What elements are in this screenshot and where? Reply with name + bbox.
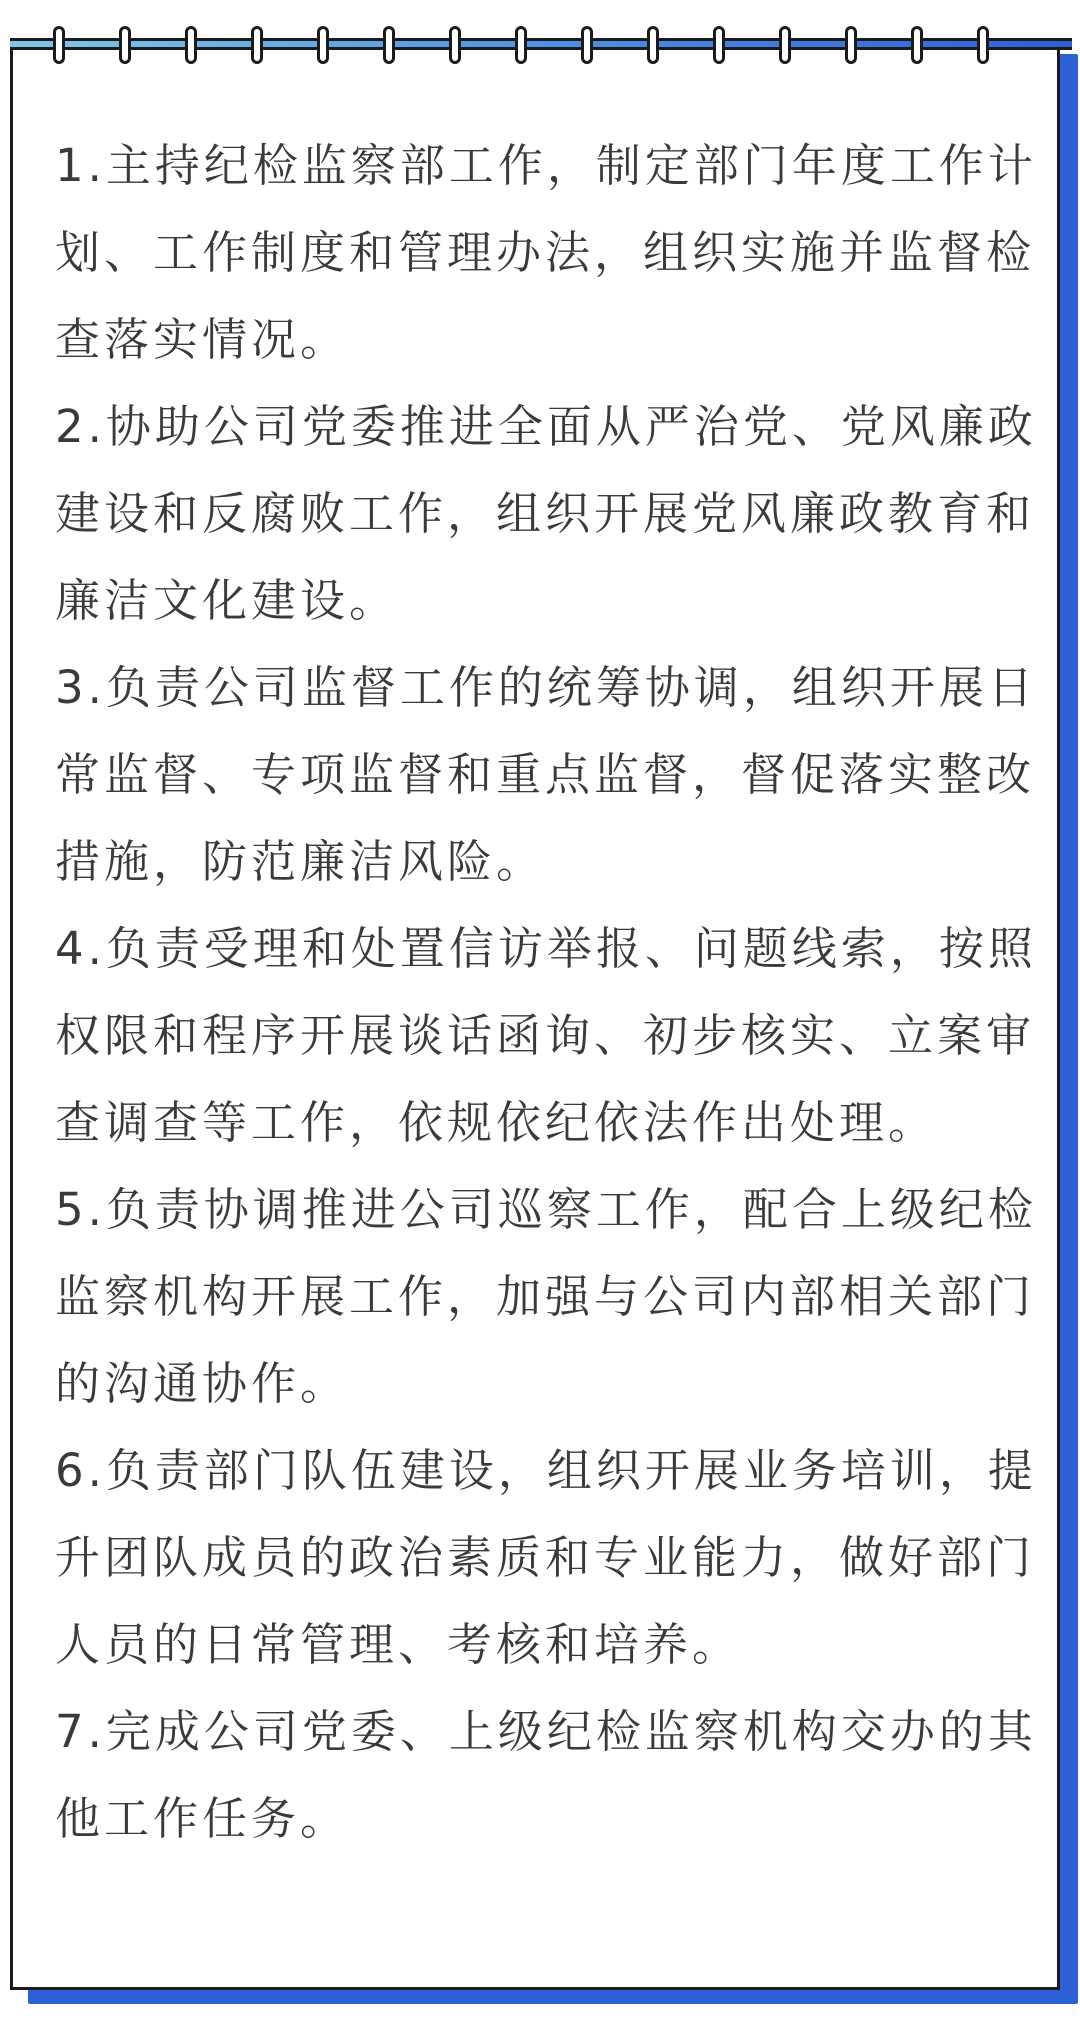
duty-item: 6.负责部门队伍建设，组织开展业务培训，提升团队成员的政治素质和专业能力，做好部门人员的日常管理、考核和培养。 — [55, 1444, 1037, 1671]
notebook-card — [10, 40, 1070, 2005]
duty-item: 1.主持纪检监察部工作，制定部门年度工作计划、工作制度和管理办法，组织实施并监督检查落实情况。 — [55, 139, 1037, 366]
binder-ring-icon — [185, 26, 197, 64]
binder-ring-icon — [251, 26, 263, 64]
binder-ring-icon — [317, 26, 329, 64]
binder-ring-icon — [977, 26, 989, 64]
binder-ring-icon — [383, 26, 395, 64]
duty-item: 4.负责受理和处置信访举报、问题线索，按照权限和程序开展谈话函询、初步核实、立案审查调查等工作，依规依纪依法作出处理。 — [55, 922, 1037, 1149]
binder-ring-icon — [911, 26, 923, 64]
binder-ring-icon — [647, 26, 659, 64]
binder-ring-icon — [119, 26, 131, 64]
binder-ring-icon — [581, 26, 593, 64]
duties-list — [55, 122, 1040, 1862]
binder-ring-icon — [449, 26, 461, 64]
binder-ring-icon — [515, 26, 527, 64]
duty-item: 5.负责协调推进公司巡察工作，配合上级纪检监察机构开展工作，加强与公司内部相关部门的沟通协作。 — [55, 1183, 1037, 1410]
binder-ring-icon — [845, 26, 857, 64]
duty-item: 3.负责公司监督工作的统筹协调，组织开展日常监督、专项监督和重点监督，督促落实整改措施，防范廉洁风险。 — [55, 661, 1037, 888]
binder-ring-icon — [53, 26, 65, 64]
binder-ring-icon — [713, 26, 725, 64]
binder-ring-icon — [779, 26, 791, 64]
duty-item: 7.完成公司党委、上级纪检监察机构交办的其他工作任务。 — [55, 1705, 1037, 1845]
duty-item: 2.协助公司党委推进全面从严治党、党风廉政建设和反腐败工作，组织开展党风廉政教育和廉洁文化建设。 — [55, 400, 1037, 627]
